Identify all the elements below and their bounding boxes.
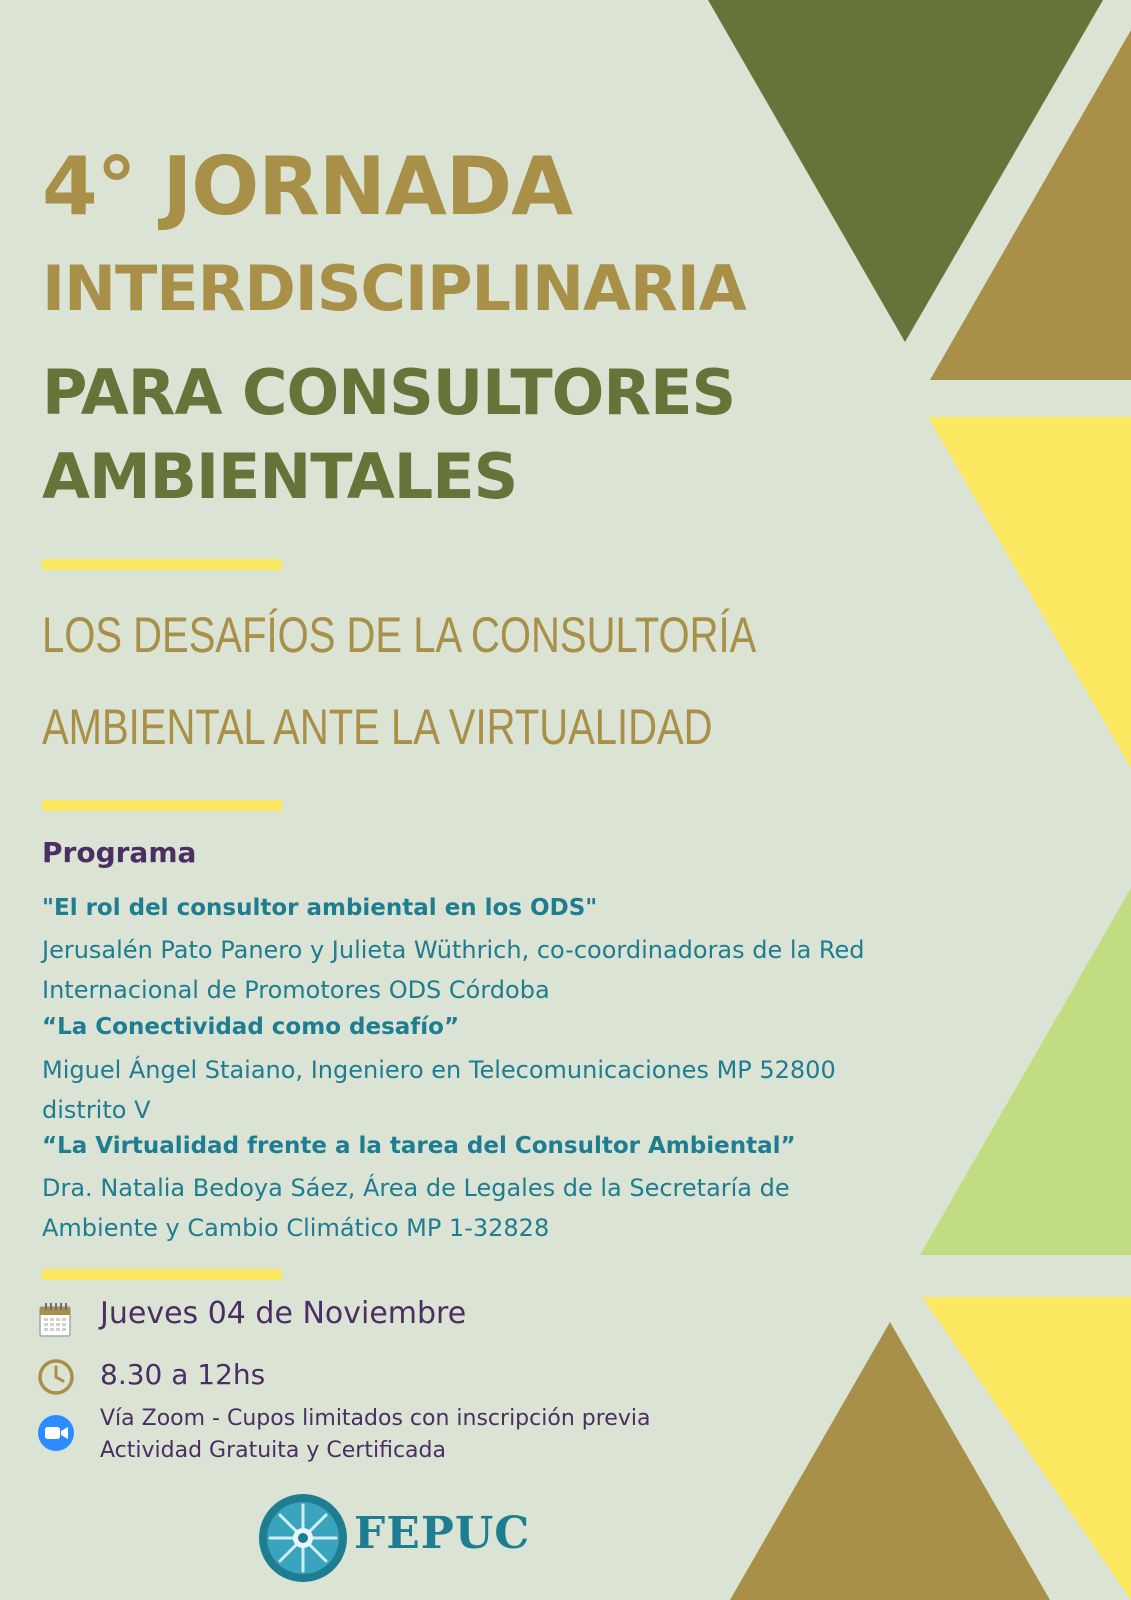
talk-1-speaker: Jerusalén Pato Panero y Julieta Wüthrich, co-coordinadoras de la Red Internacional de Promotores ODS Córdoba [42, 936, 865, 1004]
talk-2-title: “La Conectividad como desafío” [42, 1014, 460, 1040]
subtitle-line-1: LOS DESAFÍOS DE LA CONSULTORÍA [42, 607, 757, 663]
fepuc-logo-mark [258, 1493, 348, 1583]
talk-3-speaker: Dra. Natalia Bedoya Sáez, Área de Legales de la Secretaría de Ambiente y Cambio Climático MP 1-32828 [42, 1174, 790, 1242]
event-note: Actividad Gratuita y Certificada [100, 1438, 446, 1463]
yellow-triangle-upper [928, 417, 1131, 768]
title-line-2: INTERDISCIPLINARIA [42, 252, 746, 325]
lime-triangle [920, 888, 1131, 1255]
clock-icon [37, 1358, 75, 1396]
calendar-icon [38, 1302, 72, 1338]
title-line-3: PARA CONSULTORES [42, 356, 736, 429]
zoom-video-icon [37, 1414, 75, 1452]
title-line-1: 4° JORNADA [42, 140, 573, 233]
program-heading: Programa [42, 836, 197, 869]
talk-1-title: "El rol del consultor ambiental en los ODS" [42, 895, 598, 921]
divider-2 [42, 800, 282, 811]
divider-1 [42, 559, 282, 570]
talk-3-title: “La Virtualidad frente a la tarea del Consultor Ambiental” [42, 1133, 796, 1159]
event-time: 8.30 a 12hs [100, 1358, 266, 1391]
title-line-4: AMBIENTALES [42, 440, 518, 513]
talk-2-speaker: Miguel Ángel Staiano, Ingeniero en Telecomunicaciones MP 52800 distrito V [42, 1056, 836, 1124]
event-platform: Vía Zoom - Cupos limitados con inscripción previa [100, 1406, 651, 1431]
event-date: Jueves 04 de Noviembre [100, 1296, 467, 1331]
divider-3 [42, 1269, 282, 1280]
subtitle-line-2: AMBIENTAL ANTE LA VIRTUALIDAD [42, 699, 713, 755]
fepuc-logo-text: FEPUC [354, 1508, 531, 1559]
